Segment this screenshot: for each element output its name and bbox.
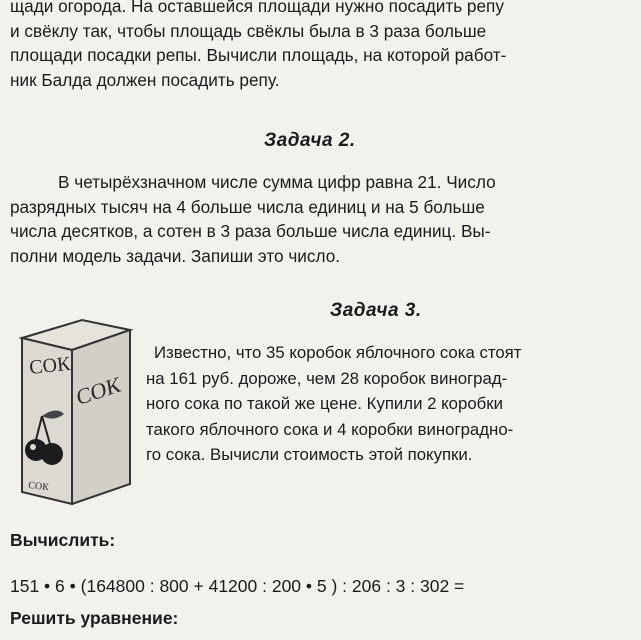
task3-line: го сока. Вычисли стоимость этой покупки. <box>146 445 473 464</box>
equation-label: Решить уравнение: <box>10 608 179 628</box>
intro-line: ник Балда должен посадить репу. <box>10 69 280 90</box>
task2-line: В четырёхзначном числе сумма цифр равна 21. Число <box>58 172 496 192</box>
compute-expression: 151 • 6 • (164800 : 800 + 41200 : 200 • 5 ) : 206 : 3 : 302 = <box>10 576 465 596</box>
intro-line: и свёклу так, чтобы площадь свёклы была в 3 раза больше <box>10 20 487 41</box>
box-label-small: СОК <box>27 480 50 494</box>
task2-line: числа десятков, а сотен в 3 раза больше числа единиц. Вы- <box>10 221 491 241</box>
task2-line: разрядных тысяч на 4 больше числа единиц и на 5 больше <box>10 196 485 217</box>
task3-line: на 161 руб. дороже, чем 28 коробок виноград- <box>146 368 508 388</box>
task2-paragraph <box>10 170 636 268</box>
intro-line: щади огорода. На оставшейся площади нужно посадить репу <box>10 0 504 16</box>
intro-paragraph <box>10 0 636 92</box>
compute-label: Вычислить: <box>10 530 116 550</box>
task3-title: Задача 3. <box>330 300 422 321</box>
task3-paragraph <box>146 340 636 468</box>
task2-line: полни модель задачи. Запиши это число. <box>10 245 341 266</box>
juice-box-illustration <box>2 316 152 506</box>
intro-line: площади посадки репы. Вычисли площадь, на которой работ- <box>10 45 507 65</box>
box-label-front: СОК <box>28 352 72 379</box>
task3-line: Известно, что 35 коробок яблочного сока стоят <box>154 343 522 362</box>
task2-title: Задача 2. <box>264 130 356 151</box>
task3-line: ного сока по такой же цене. Купили 2 коробки <box>146 394 503 413</box>
box-label-side: СОК <box>74 371 123 411</box>
task3-line: такого яблочного сока и 4 коробки виноградно- <box>146 419 514 439</box>
